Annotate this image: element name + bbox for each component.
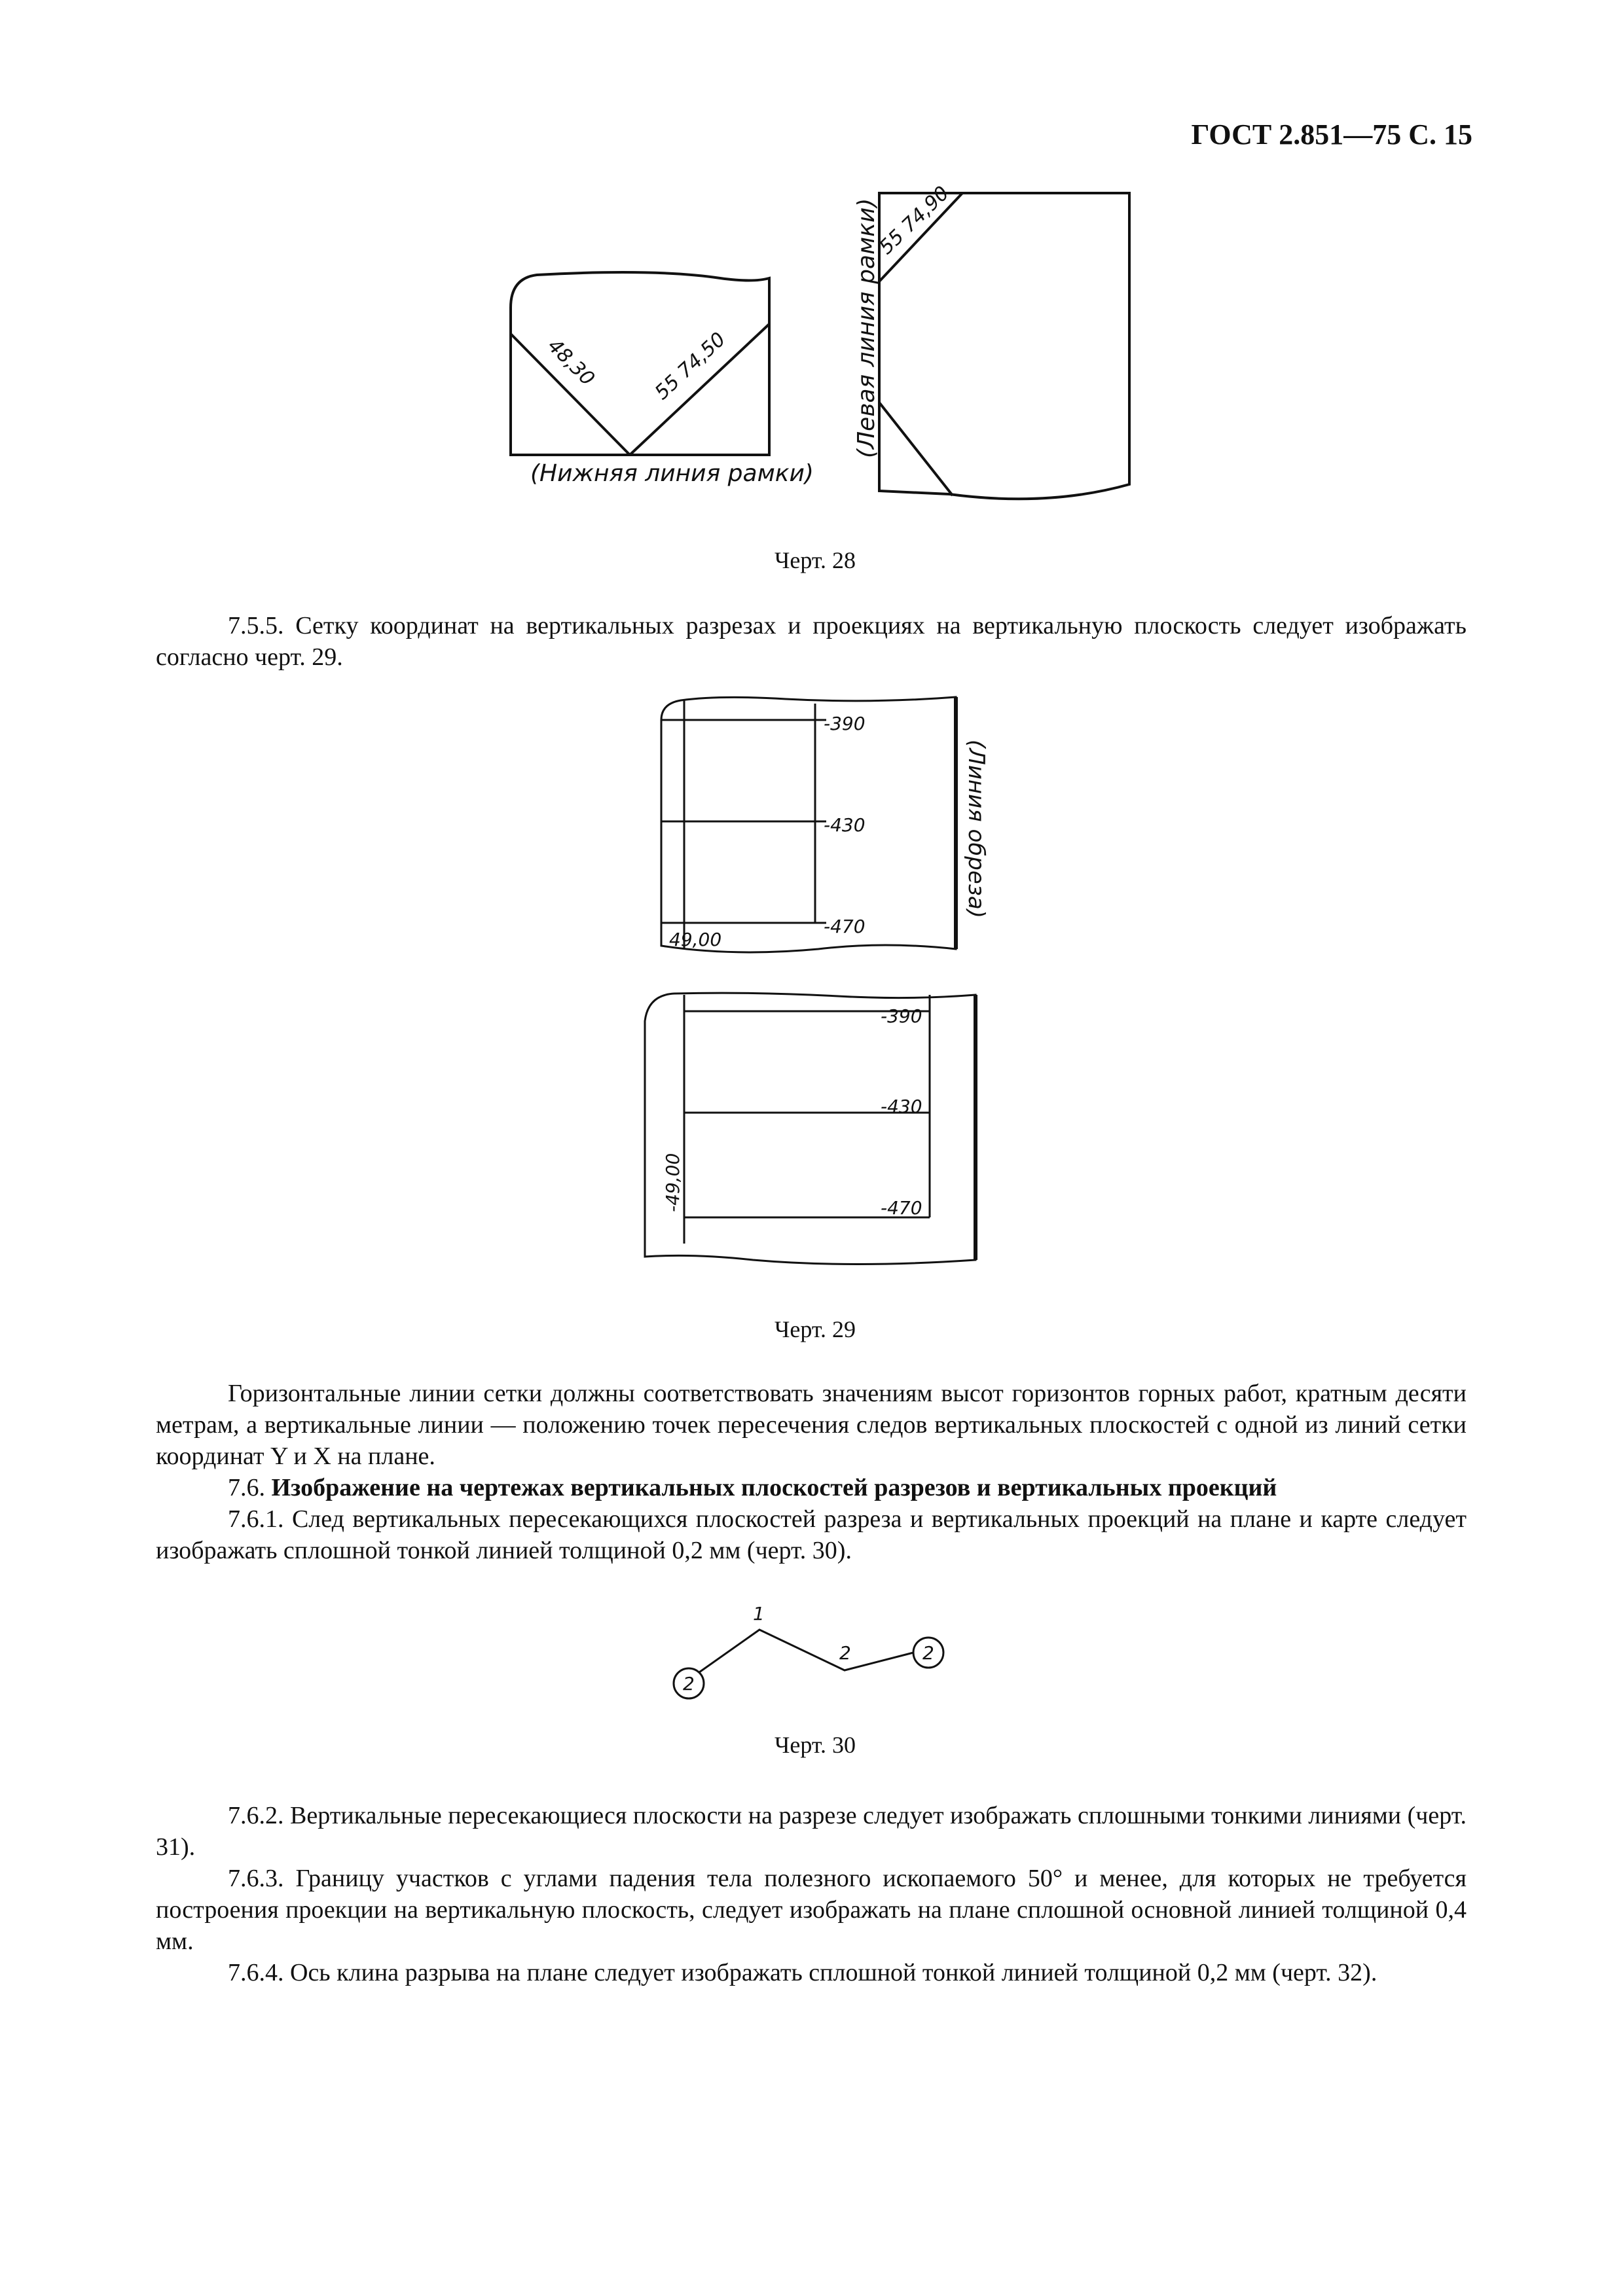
- fig29-top-tick: -430: [824, 814, 866, 836]
- fig29-caption: Черт. 29: [775, 1316, 856, 1342]
- fig28-caption: Черт. 28: [775, 547, 856, 573]
- section-7-6-title: Изображение на чертежах вертикальных плоскостей разрезов и вертикальных проекций: [271, 1474, 1277, 1501]
- paragraph-7-6-4: 7.6.4. Ось клина разрыва на плане следует изображать сплошной тонкой линией толщиной 0,2 мм (черт. 32).: [228, 1959, 1377, 1986]
- fig30-label-1: 1: [753, 1603, 765, 1624]
- fig29-cut-label: (Линия обреза): [963, 740, 989, 918]
- paragraph-grid-lines: Горизонтальные линии сетки должны соответствовать значениям высот горизонтов горных работ, кратным десяти метрам, а вертикальные линии — положению точек пересечения следов вертикальных плоскостей с одной из линий сетки координат Y и X на плане.: [156, 1380, 1467, 1470]
- paragraph-7-5-5: 7.5.5. Сетку координат на вертикальных разрезах и проекциях на вертикальную плоскость следует изображать согласно черт. 29.: [156, 612, 1467, 671]
- fig29-top-frame: [661, 697, 956, 952]
- section-7-6-number: 7.6.: [228, 1474, 265, 1501]
- fig29-bottom-tick: -390: [881, 1005, 922, 1027]
- fig28-left-val2: 55 74,50: [650, 328, 731, 404]
- fig29-bottom-tick: -430: [881, 1096, 922, 1117]
- fig30-caption: Черт. 30: [775, 1732, 856, 1758]
- paragraph-7-6-2: 7.6.2. Вертикальные пересекающиеся плоскости на разрезе следует изображать сплошными тонкими линиями (черт. 31).: [156, 1802, 1467, 1861]
- fig28-right-val: 55 74,90: [875, 181, 954, 259]
- fig28-left-frame: [511, 272, 769, 455]
- fig29-top-tick: -470: [824, 916, 866, 937]
- fig30-label-2: 2: [839, 1642, 851, 1664]
- fig28-right-frame: [879, 193, 1129, 499]
- fig30-circle-right: [913, 1638, 943, 1668]
- fig28-side-label: (Левая линия рамки): [853, 198, 880, 458]
- page-header: ГОСТ 2.851—75 С. 15: [1191, 118, 1472, 151]
- fig30-circle-left: [674, 1668, 704, 1698]
- fig30-circle-left-label: 2: [683, 1673, 695, 1695]
- paragraph-7-6-1: 7.6.1. След вертикальных пересекающихся плоскостей разреза и вертикальных проекций на плане и карте следует изображать сплошной тонкой линией толщиной 0,2 мм (черт. 30).: [156, 1505, 1467, 1564]
- fig28-left-val1: 48,30: [543, 334, 599, 391]
- fig29-bottom-tick: -470: [881, 1197, 922, 1219]
- fig29-top-x-label: 49,00: [669, 929, 722, 950]
- fig30-trace-line: [699, 1630, 913, 1672]
- fig29-top-tick: -390: [824, 713, 866, 734]
- section-7-6: [156, 1472, 1467, 1503]
- fig28-bottom-label: (Нижняя линия рамки): [530, 460, 814, 487]
- fig30-circle-right-label: 2: [922, 1642, 934, 1664]
- fig29-bottom-frame: [645, 993, 976, 1264]
- paragraph-7-6-3: 7.6.3. Границу участков с углами падения тела полезного ископаемого 50° и менее, для которых не требуется построения проекции на вертикальную плоскость, следует изображать на плане сплошной основной линией толщиной 0,4 мм.: [156, 1865, 1467, 1955]
- fig29-bottom-x-label: -49,00: [662, 1153, 684, 1212]
